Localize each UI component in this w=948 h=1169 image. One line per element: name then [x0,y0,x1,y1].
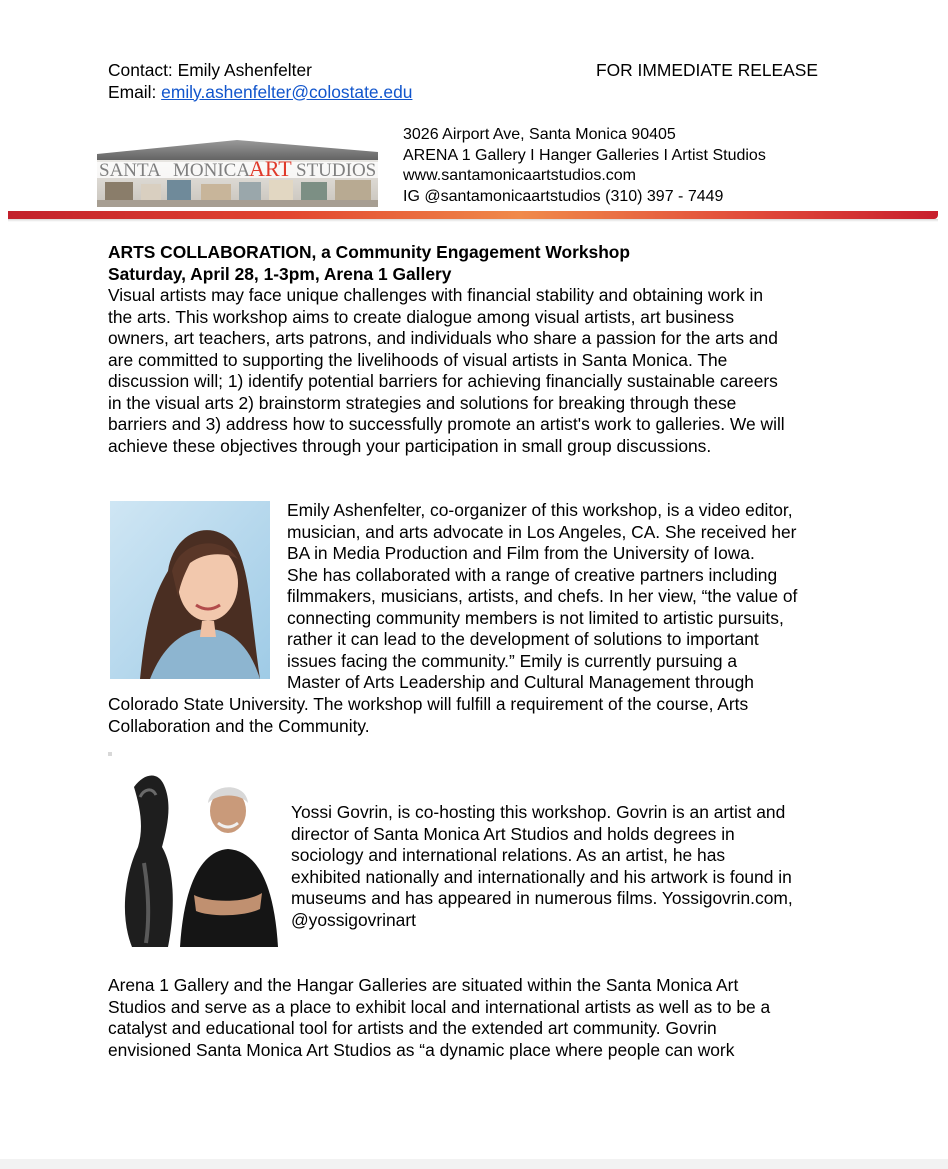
text-line: the arts. This workshop aims to create dialogue among visual artists, art business [108,306,735,327]
yossi-bio [291,802,851,931]
text-line: are committed to supporting the livelihoods of visual artists in Santa Monica. The [108,349,728,370]
text-line: discussion will; 1) identify potential barriers for achieving financially sustainable careers [108,371,778,391]
email-label: Email: [108,81,162,102]
logo-word-art: ART [249,156,292,181]
text-line: BA in Media Production and Film from the University of Iowa. [287,543,755,563]
event-heading [108,242,888,285]
text-line: sociology and international relations. As an artist, he has [291,845,726,865]
text-line: barriers and 3) address how to successfully promote an artist's work to galleries. We will [108,414,785,434]
event-title: ARTS COLLABORATION, a Community Engagement Workshop [108,242,631,262]
website-line: www.santamonicaartstudios.com [403,167,636,184]
text-line: in the visual arts 2) brainstorm strategies and solutions for breaking through these [108,392,737,413]
text-line: Colorado State University. The workshop will fulfill a requirement of the course, Arts [108,694,749,714]
emily-portrait-photo [110,501,270,679]
text-line: envisioned Santa Monica Art Studios as “a dynamic place where people can work [108,1039,735,1060]
address-line: 3026 Airport Ave, Santa Monica 90405 [403,126,676,143]
text-line: Master of Arts Leadership and Cultural Management through [287,672,754,692]
venues-line: ARENA 1 Gallery I Hanger Galleries I Artist Studios [403,146,766,164]
header-divider-shadow [8,219,938,222]
emily-bio-wrapped [287,500,847,694]
contact-name: Contact: Emily Ashenfelter [108,60,312,80]
emily-portrait-graphic [110,501,270,679]
text-line: issues facing the community.” Emily is currently pursuing a [287,650,738,671]
text-line: She has collaborated with a range of creative partners including [287,564,778,585]
header-divider [8,211,938,219]
text-line: Collaboration and the Community. [108,715,370,736]
text-line: filmmakers, musicians, artists, and chefs. In her view, “the value of [287,586,798,606]
intro-paragraph [108,285,848,457]
text-line: achieve these objectives through your participation in small group discussions. [108,435,712,456]
text-line: Visual artists may face unique challenges with financial stability and obtaining work in [108,285,764,305]
contact-block [108,60,588,103]
release-label: FOR IMMEDIATE RELEASE [596,60,818,80]
yossi-portrait-graphic [110,767,280,947]
text-line: rather it can lead to the development of solutions to important [287,629,759,649]
text-line: exhibited nationally and internationally and his artwork is found in [291,866,792,887]
logo-word-monica: MONICA [173,160,251,181]
social-phone-line: IG @santamonicaartstudios (310) 397 - 7449 [403,187,724,205]
text-line: @yossigovrinart [291,909,416,930]
text-line: Arena 1 Gallery and the Hangar Galleries are situated within the Santa Monica Art [108,975,739,995]
email-link[interactable]: emily.ashenfelter@colostate.edu [161,81,413,102]
arena-paragraph [108,975,848,1061]
text-line: Studios and serve as a place to exhibit local and international artists as well as to be a [108,996,771,1017]
text-line: museums and has appeared in numerous films. Yossigovrin.com, [291,888,793,908]
emily-bio-full-width [108,694,848,737]
text-line: musician, and arts advocate in Los Angeles, CA. She received her [287,521,797,542]
page-bottom-edge [0,1159,948,1169]
logo-graphic [97,140,378,207]
text-line: connecting community members is not limited to artistic pursuits, [287,607,784,628]
yossi-portrait-photo [110,767,280,947]
logo-word-studios: STUDIOS [296,160,377,181]
text-line: Emily Ashenfelter, co-organizer of this workshop, is a video editor, [287,500,793,520]
text-line: Yossi Govrin, is co-hosting this workshop. Govrin is an artist and [291,802,786,822]
image-anchor-mark [108,752,112,756]
address-block [403,125,903,207]
text-line: director of Santa Monica Art Studios and holds degrees in [291,823,735,844]
santa-monica-art-studios-logo [97,140,378,207]
contact-email-line [108,82,588,104]
event-date: Saturday, April 28, 1-3pm, Arena 1 Gallery [108,263,452,284]
text-line: catalyst and educational tool for artists and the extended art community. Govrin [108,1018,717,1038]
text-line: owners, art teachers, arts patrons, and individuals who share a passion for the arts and [108,328,778,348]
logo-word-santa: SANTA [99,160,161,181]
